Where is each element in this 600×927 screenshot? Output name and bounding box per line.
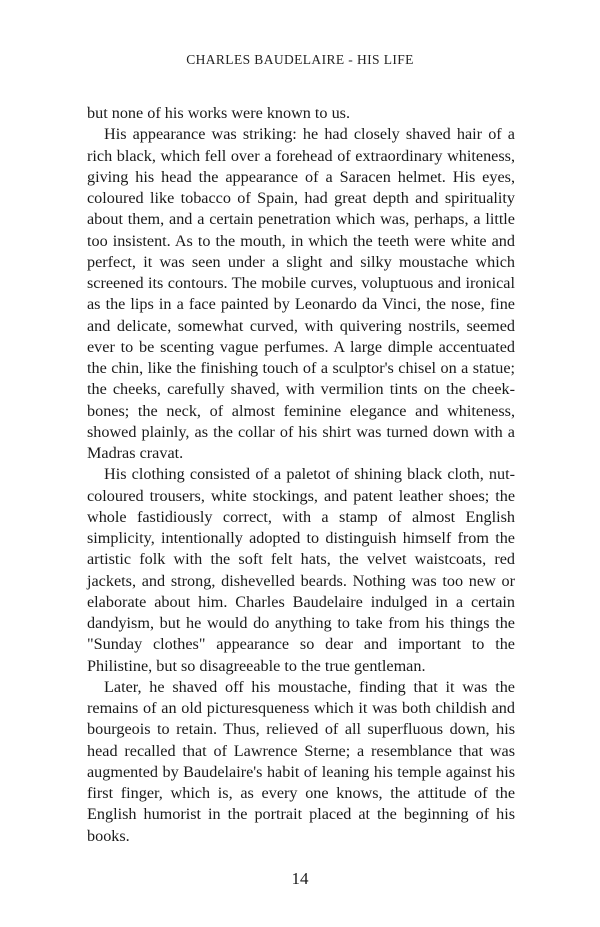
running-head: CHARLES BAUDELAIRE - HIS LIFE bbox=[186, 52, 414, 67]
paragraph-clothing: His clothing consisted of a paletot of shining black cloth, nut-coloured trousers, white stockings, and patent leather shoes; the whole fastidiously correct, with a stamp of almost English simplicity, intentionally adopted to distinguish himself from the artistic folk with the soft felt hats, the velvet waistcoats, red jackets, and strong, dishevelled beards. Nothing was too new or elaborate about him. Charles Baudelaire indulged in a certain dandyism, but he would do anything to take from his things the "Sunday clothes" appearance so dear and important to the Philistine, but so disagreeable to the true gentleman. bbox=[87, 465, 515, 675]
body-text bbox=[87, 103, 515, 847]
paragraph-continuation: but none of his works were known to us. bbox=[87, 104, 351, 122]
paragraph-moustache: Later, he shaved off his moustache, finding that it was the remains of an old picturesqueness which it was both childish and bourgeois to retain. Thus, relieved of all superfluous down, his head recalled that of Lawrence Sterne; a resemblance that was augmented by Baudelaire's habit of leaning his temple against his first finger, which is, as every one knows, the attitude of the English humorist in the portrait placed at the beginning of his books. bbox=[87, 677, 515, 845]
paragraph-appearance: His appearance was striking: he had closely shaved hair of a rich black, which fell over a forehead of extraordinary whiteness, giving his head the appearance of a Saracen helmet. His eyes, coloured like tobacco of Spain, had great depth and spirituality about them, and a certain penetration which was, perhaps, a little too insistent. As to the mouth, in which the teeth were white and perfect, it was seen under a slight and silky moustache which screened its contours. The mobile curves, voluptuous and ironical as the lips in a face painted by Leonardo da Vinci, the nose, fine and delicate, somewhat curved, with quivering nostrils, seemed ever to be scenting vague perfumes. A large dimple accentuated the chin, like the finishing touch of a sculptor's chisel on a statue; the cheeks, carefully shaved, with vermilion tints on the cheek-bones; the neck, of almost feminine elegance and whiteness, showed plainly, as the collar of his shirt was turned down with a Madras cravat. bbox=[87, 125, 515, 462]
page-number: 14 bbox=[291, 869, 309, 888]
